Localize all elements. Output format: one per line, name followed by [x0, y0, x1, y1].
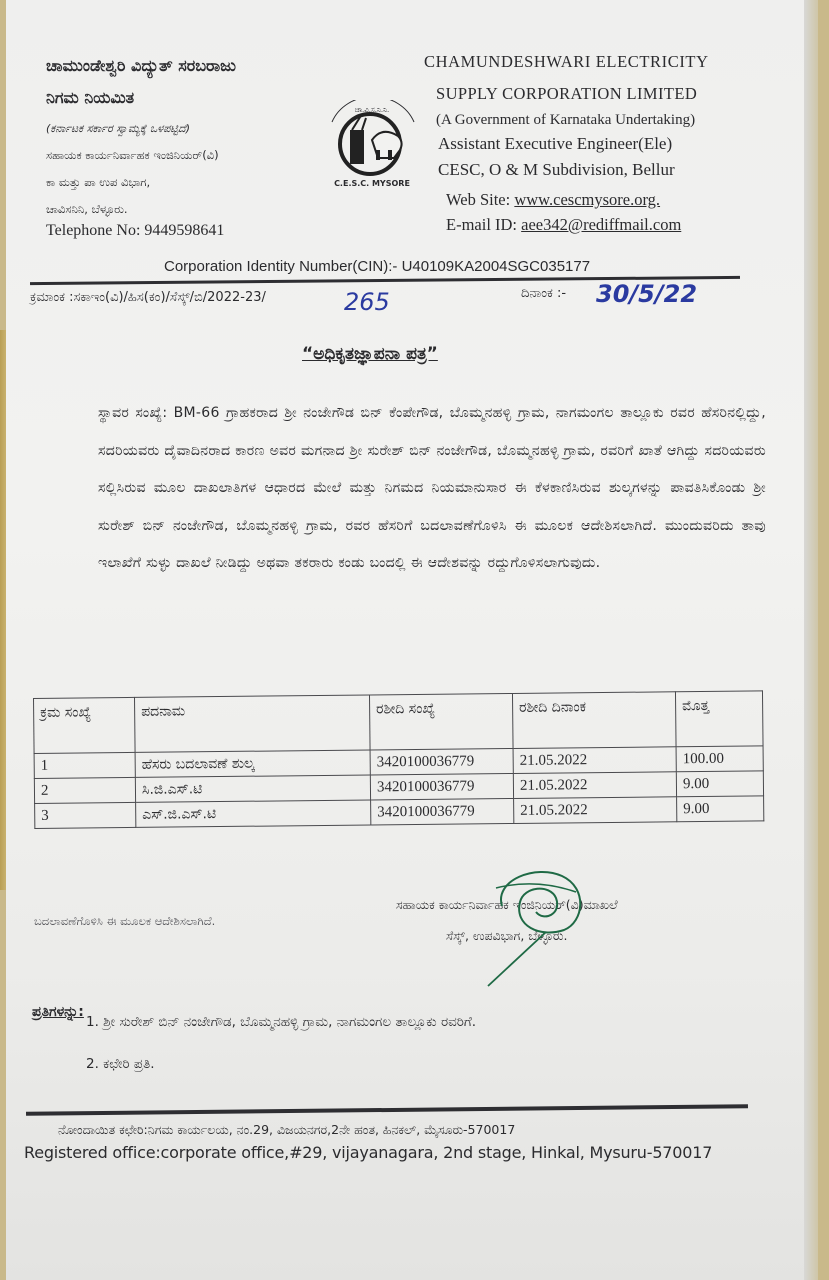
- kn-org-name-line2: ನಿಗಮ ನಿಯಮಿತ: [46, 88, 135, 107]
- kn-org-name-line1: ಚಾಮುಂಡೇಶ್ವರಿ ವಿದ್ಯುತ್ ಸರಬರಾಜು: [46, 56, 236, 75]
- footer-kn-address: ನೋಂದಾಯಿತ ಕಛೇರಿ:ನಿಗಮ ಕಾರ್ಯಲಯ, ನಂ.29, ವಿಜಯನಗರ,2ನೇ ಹಂತ, ಹಿನಕಲ್, ಮೈಸೂರು-570017: [58, 1122, 516, 1137]
- cell-amount: 9.00: [676, 771, 763, 797]
- cin-line: Corporation Identity Number(CIN):- U40109KA2004SGC035177: [164, 258, 591, 275]
- cell-receipt-date: 21.05.2022: [513, 747, 676, 774]
- footer-rule: [26, 1104, 748, 1116]
- en-org-name-line2: SUPPLY CORPORATION LIMITED: [436, 84, 698, 103]
- website-link[interactable]: www.cescmysore.org.: [514, 190, 661, 209]
- col-amount: ಮೊತ್ತ: [675, 691, 763, 747]
- signatory-designation: ಸಹಾಯಕ ಕಾರ್ಯನಿರ್ವಾಹಕ ಇಂಜಿನಿಯರ್(ವಿ)ಮಾಖಲೆ: [396, 897, 618, 912]
- page-edge-shadow: [804, 0, 818, 1280]
- signature-mark: [484, 862, 594, 992]
- website-label: Web Site:: [446, 190, 515, 209]
- col-particulars: ಪದನಾಮ: [134, 695, 370, 752]
- copies-heading: ಪ್ರತಿಗಳನ್ನು:: [32, 1004, 84, 1020]
- website-line: [446, 190, 660, 210]
- kn-officer-title: ಸಹಾಯಕ ಕಾರ್ಯನಿರ್ವಾಹಕ ಇಂಜಿನಿಯರ್(ವಿ): [46, 148, 219, 162]
- document-title: “ಅಧಿಕೃತಜ್ಞಾಪನಾ ಪತ್ರ”: [302, 344, 438, 364]
- en-officer-title: Assistant Executive Engineer(Ele): [438, 134, 673, 153]
- cell-receipt-number: 3420100036779: [370, 773, 513, 799]
- letter-page: [6, 0, 818, 1280]
- faint-repeat-line: ಬದಲಾವಣೆಗೊಳಿಸಿ ಈ ಮೂಲಕ ಆದೇಶಿಸಲಾಗಿದೆ.: [34, 914, 216, 928]
- email-line: [446, 215, 681, 235]
- kn-place: ಚಾವಿಸನಿನಿ, ಬೆಳ್ಳೂರು.: [46, 202, 128, 216]
- cell-receipt-date: 21.05.2022: [513, 772, 676, 799]
- copy-item: 1. ಶ್ರೀ ಸುರೇಶ್ ಬಿನ್ ನಂಜೇಗೌಡ, ಬೊಮ್ಮನಹಳ್ಳಿ ಗ್ರಾಮ, ನಾಗಮಂಗಲ ತಾಲ್ಲೂಕು ರವರಿಗೆ.: [86, 1014, 477, 1030]
- cell-amount: 9.00: [677, 796, 764, 822]
- date-label: ದಿನಾಂಕ :-: [521, 286, 567, 301]
- email-link[interactable]: aee342@rediffmail.com: [521, 215, 682, 234]
- col-serial-number: ಕ್ರಮ ಸಂಖ್ಯೆ: [34, 697, 136, 753]
- footer-en-address: Registered office:corporate office,#29, vijayanagara, 2nd stage, Hinkal, Mysuru-570017: [24, 1143, 713, 1162]
- logo-top-text: ಚಾ.ವಿ.ಸ.ನಿ.ನಿ.: [354, 106, 390, 114]
- cell-particulars: ಎಸ್.ಜಿ.ಎಸ್.ಟಿ: [136, 800, 371, 827]
- email-label: E-mail ID:: [446, 215, 522, 234]
- en-org-name-line1: CHAMUNDESHWARI ELECTRICITY: [424, 52, 709, 71]
- cell-particulars: ಹೆಸರು ಬದಲಾವಣೆ ಶುಲ್ಕ: [135, 750, 370, 777]
- col-receipt-number: ರಶೀದಿ ಸಂಖ್ಯೆ: [369, 693, 513, 749]
- telephone-number: Telephone No: 9449598641: [46, 222, 225, 239]
- copy-item: 2. ಕಛೇರಿ ಪ್ರತಿ.: [86, 1056, 155, 1072]
- cell-receipt-date: 21.05.2022: [514, 797, 677, 824]
- logo-bottom-text: C.E.S.C. MYSORE: [334, 179, 410, 188]
- reference-number-label: ಕ್ರಮಾಂಕ :ಸಕಾಇಂ(ವಿ)/ಹಿಸ(ಕಂ)/ಸೆಸ್ಕ್/ಬಿ/2022-23/: [30, 290, 266, 305]
- reference-number-handwritten: 265: [344, 288, 390, 316]
- en-govt-undertaking: (A Government of Karnataka Undertaking): [436, 112, 696, 128]
- order-body-paragraph: ಸ್ಥಾವರ ಸಂಖ್ಯೆ: BM-66 ಗ್ರಾಹಕರಾದ ಶ್ರೀ ನಂಜೇಗೌಡ ಬಿನ್ ಕೆಂಪೇಗೌಡ, ಬೊಮ್ಮನಹಳ್ಳಿ ಗ್ರಾಮ, ನಾಗಮಂಗಲ ತಾಲ್ಲೂಕು ರವರ ಹೆಸರಿನಲ್ಲಿದ್ದು, ಸದರಿಯವರು ದೈವಾದಿನರಾದ ಕಾರಣ ಅವರ ಮಗನಾದ ಶ್ರೀ ಸುರೇಶ್ ಬಿನ್ ನಂಜೇಗೌಡ, ಬೊಮ್ಮನಹಳ್ಳಿ ಗ್ರಾಮ, ರವರಿಗೆ ಖಾತೆ ಆಗಿದ್ದು ಸದರಿಯವರು ಸಲ್ಲಿಸಿರುವ ಮೂಲ ದಾಖಲಾತಿಗಳ ಆಧಾರದ ಮೇಲೆ ಮತ್ತು ನಿಗಮದ ನಿಯಮಾನುಸಾರ ಈ ಕೆಳಕಾಣಿಸಿರುವ ಶುಲ್ಕಗಳನ್ನು ಪಾವತಿಸಿಕೊಂಡು ಶ್ರೀ ಸುರೇಶ್ ಬಿನ್ ನಂಜೇಗೌಡ, ಬೊಮ್ಮನಹಳ್ಳಿ ಗ್ರಾಮ, ರವರ ಹೆಸರಿಗೆ ಬದಲಾವಣೆಗೊಳಿಸಿ ಈ ಮೂಲಕ ಆದೇಶಿಸಲಾಗಿದೆ. ಮುಂದುವರಿದು ತಾವು ಇಲಾಖೆಗೆ ಸುಳ್ಳು ದಾಖಲೆ ನೀಡಿದ್ದು ಅಥವಾ ತಕರಾರು ಕಂಡು ಬಂದಲ್ಲಿ ಈ ಆದೇಶವನ್ನು ರದ್ದುಗೊಳಿಸಲಾಗುವುದು.: [98, 405, 766, 571]
- cell-amount: 100.00: [676, 746, 763, 772]
- cell-serial: 1: [34, 752, 135, 778]
- cesc-logo: [318, 100, 426, 190]
- kn-subdivision: ಕಾ ಮತ್ತು ಪಾ ಉಪ ವಿಭಾಗ,: [46, 175, 151, 189]
- cell-particulars: ಸಿ.ಜಿ.ಎಸ್.ಟಿ: [135, 775, 370, 802]
- en-subdivision: CESC, O & M Subdivision, Bellur: [438, 160, 675, 179]
- cell-receipt-number: 3420100036779: [371, 798, 514, 824]
- col-receipt-date: ರಶೀದಿ ದಿನಾಂಕ: [512, 692, 676, 749]
- kn-govt-undertaking: (ಕರ್ನಾಟಕ ಸರ್ಕಾರ ಸ್ವಾಮ್ಯಕ್ಕೆ ಒಳಪಟ್ಟಿದೆ): [46, 122, 191, 135]
- fees-table: [33, 690, 764, 829]
- signatory-office: ಸೆಸ್ಕ್, ಉಪವಿಭಾಗ, ಬೆಳ್ಳೂರು.: [446, 928, 568, 943]
- cell-serial: 3: [35, 802, 136, 828]
- date-handwritten: 30/5/22: [596, 280, 698, 308]
- table-header-row: [34, 691, 764, 754]
- cell-serial: 2: [34, 777, 135, 803]
- cell-receipt-number: 3420100036779: [370, 748, 513, 774]
